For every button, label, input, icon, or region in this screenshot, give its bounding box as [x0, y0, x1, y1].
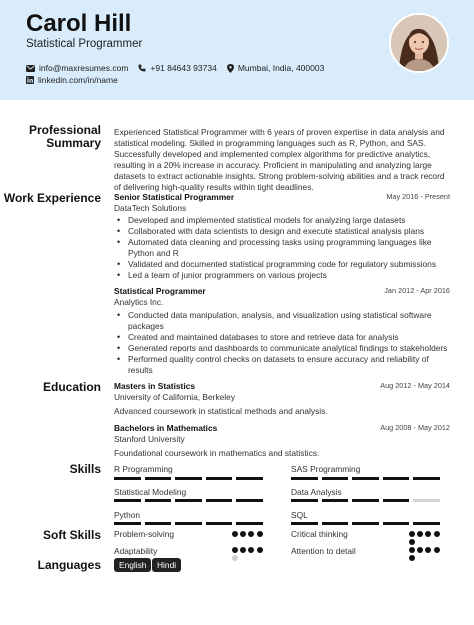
- skill-name: R Programming: [114, 464, 173, 474]
- summary-text: Experienced Statistical Programmer with 6 years of proven expertise in data analysis and statistical modeling. Skilled in programming languages such as R, Python, and SAS. Successfully developed and implemented complex algorithms for predictive analytics, resulting in a 20% increase in accuracy. Proficient in manipulating and analyzing large datasets to extract actionable insights. Strong problem-solving abilities and a track record of delivering high-quality results within tight deadlines.: [114, 127, 445, 192]
- skill-level-segment: [145, 499, 172, 502]
- soft-skill-level-dot: [409, 555, 415, 561]
- contact-row: [26, 63, 334, 73]
- soft-skill-level-dots: [409, 531, 445, 547]
- soft-skill-name: Adaptability: [114, 546, 158, 556]
- skill-level-segment: [413, 499, 440, 502]
- phone-icon: [138, 64, 146, 72]
- soft-skill-level-dot: [232, 531, 238, 537]
- job-bullets: [128, 310, 450, 376]
- soft-skill-level-dot: [232, 555, 238, 561]
- phone-item[interactable]: [138, 63, 216, 73]
- soft-skill-level-dot: [425, 547, 431, 553]
- soft-skill-level-dot: [257, 547, 263, 553]
- job-dates: Jan 2012 - Apr 2016: [384, 286, 450, 295]
- soft-skill-level-dots: [409, 547, 445, 563]
- soft-skill-level-dot: [232, 547, 238, 553]
- linkedin-item[interactable]: [26, 75, 118, 85]
- education-dates: Aug 2012 - May 2014: [380, 381, 450, 390]
- linkedin-text: linkedin.com/in/name: [38, 75, 118, 85]
- bullet-item: • Conducted data manipulation, analysis, and visualization using statistical software packages: [128, 310, 450, 332]
- skill-name: Data Analysis: [291, 487, 342, 497]
- education-section-title: Education: [42, 380, 101, 394]
- soft-skill-level-dot: [248, 531, 254, 537]
- skill-level-segment: [291, 477, 318, 480]
- soft-skill-name: Attention to detail: [291, 546, 356, 556]
- skill-level-bar: [291, 477, 444, 480]
- location-item: [227, 63, 324, 73]
- skill-level-segment: [175, 522, 202, 525]
- soft-skill-level-dot: [417, 531, 423, 537]
- skill-level-segment: [383, 499, 410, 502]
- job-dates: May 2016 - Present: [386, 192, 450, 201]
- skill-level-bar: [114, 499, 267, 502]
- soft-skill-level-dot: [434, 531, 440, 537]
- skill-level-segment: [175, 499, 202, 502]
- job-company: Analytics Inc.: [114, 297, 164, 307]
- skill-level-segment: [322, 477, 349, 480]
- skill-name: SQL: [291, 510, 308, 520]
- soft-skill-level-dot: [240, 531, 246, 537]
- location-pin-icon: [227, 64, 234, 73]
- job-role: Senior Statistical Programmer: [114, 192, 235, 202]
- education-note: Foundational coursework in mathematics and statistics.: [114, 448, 320, 458]
- linkedin-icon: [26, 76, 34, 84]
- skill-level-segment: [114, 477, 141, 480]
- skill-level-bar: [114, 477, 267, 480]
- skill-level-segment: [145, 477, 172, 480]
- skill-level-bar: [291, 499, 444, 502]
- soft-skill-level-dot: [409, 547, 415, 553]
- language-badge: Hindi: [152, 558, 181, 572]
- skill-level-segment: [413, 522, 440, 525]
- school: University of California, Berkeley: [114, 392, 236, 402]
- bullet-item: • Created and maintained databases to store and retrieve data for analysis: [128, 332, 450, 343]
- soft-skill-level-dot: [417, 547, 423, 553]
- skill-level-segment: [206, 522, 233, 525]
- skills-section-title: Skills: [69, 462, 101, 476]
- bullet-item: • Performed quality control checks on datasets to ensure accuracy and reliability of results: [128, 354, 450, 376]
- profile-photo-image: [391, 15, 447, 71]
- skill-level-segment: [236, 499, 263, 502]
- skill-level-segment: [352, 499, 379, 502]
- soft-skill-level-dot: [409, 531, 415, 537]
- summary-section-title: Professional Summary: [28, 123, 101, 150]
- degree: Masters in Statistics: [114, 381, 195, 391]
- soft-skill-level-dot: [257, 531, 263, 537]
- skill-level-segment: [413, 477, 440, 480]
- soft-skill-level-dots: [232, 531, 268, 539]
- skill-level-segment: [114, 499, 141, 502]
- email-text: info@maxresumes.com: [39, 63, 129, 73]
- soft-skill-level-dot: [248, 547, 254, 553]
- skill-level-segment: [322, 499, 349, 502]
- skill-level-segment: [206, 477, 233, 480]
- bullet-item: • Developed and implemented statistical models for analyzing large datasets: [128, 215, 450, 226]
- soft-skill-level-dots: [232, 547, 268, 563]
- skill-level-segment: [352, 522, 379, 525]
- skill-level-segment: [383, 522, 410, 525]
- languages-section-title: Languages: [37, 558, 101, 572]
- skill-level-segment: [175, 477, 202, 480]
- profile-photo: [389, 13, 449, 73]
- skill-level-segment: [114, 522, 141, 525]
- degree: Bachelors in Mathematics: [114, 423, 218, 433]
- skill-level-segment: [352, 477, 379, 480]
- skill-level-bar: [291, 522, 444, 525]
- skill-name: Python: [114, 510, 141, 520]
- bullet-item: • Automated data cleaning and processing tasks using programming languages like Python and R: [128, 237, 450, 259]
- school: Stanford University: [114, 434, 185, 444]
- skill-name: SAS Programming: [291, 464, 361, 474]
- bullet-item: • Validated and documented statistical programming code for regulatory submissions: [128, 259, 450, 270]
- soft-skill-level-dot: [425, 531, 431, 537]
- soft-skill-level-dot: [409, 539, 415, 545]
- job-bullets: [128, 215, 450, 281]
- skill-level-segment: [383, 477, 410, 480]
- soft-skill-level-dot: [434, 547, 440, 553]
- skill-level-segment: [206, 499, 233, 502]
- job-company: DataTech Solutions: [114, 203, 187, 213]
- skill-level-segment: [291, 499, 318, 502]
- skill-level-segment: [322, 522, 349, 525]
- education-dates: Aug 2008 - May 2012: [380, 423, 450, 432]
- language-badge: English: [114, 558, 151, 572]
- bullet-item: • Collaborated with data scientists to design and execute statistical analysis plans: [128, 226, 450, 237]
- email-item[interactable]: [26, 63, 128, 73]
- soft-skill-name: Critical thinking: [291, 529, 348, 539]
- location-text: Mumbai, India, 400003: [237, 63, 325, 73]
- skill-level-bar: [114, 522, 267, 525]
- skill-level-segment: [145, 522, 172, 525]
- job-role: Statistical Programmer: [114, 286, 206, 296]
- skill-name: Statistical Modeling: [114, 487, 187, 497]
- experience-section-title: Work Experience: [3, 191, 101, 205]
- candidate-name: Carol Hill: [26, 10, 132, 37]
- candidate-title: Statistical Programmer: [26, 38, 143, 50]
- skill-level-segment: [236, 522, 263, 525]
- social-row: [26, 75, 128, 85]
- education-note: Advanced coursework in statistical methods and analysis.: [114, 406, 328, 416]
- phone-text: +91 84643 93734: [150, 63, 217, 73]
- resume-header: [0, 0, 474, 100]
- soft-skills-section-title: Soft Skills: [42, 528, 101, 542]
- soft-skill-level-dot: [240, 547, 246, 553]
- skill-level-segment: [236, 477, 263, 480]
- envelope-icon: [26, 65, 35, 72]
- bullet-item: • Generated reports and dashboards to communicate analytical findings to stakeholders: [128, 343, 450, 354]
- bullet-item: • Led a team of junior programmers on various projects: [128, 270, 450, 281]
- skill-level-segment: [291, 522, 318, 525]
- soft-skill-name: Problem-solving: [114, 529, 175, 539]
